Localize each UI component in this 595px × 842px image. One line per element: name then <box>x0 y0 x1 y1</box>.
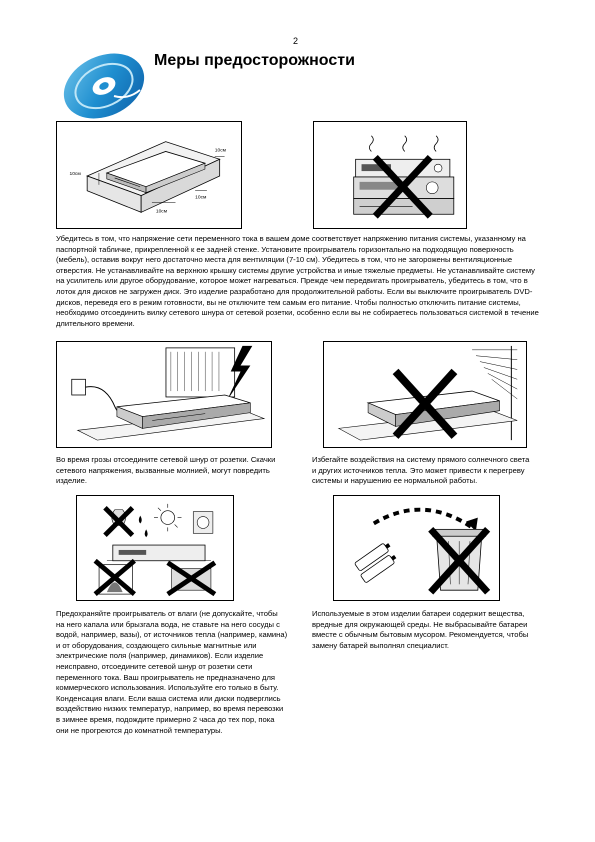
figure-no-amplifier <box>313 121 467 229</box>
figure-battery <box>333 495 500 601</box>
battery-caption: Используемые в этом изделии батареи содержит вещества, вредные для окружающей среды. Не выбрасывайте батареи вместе с обычным бытовым мусором. Рекомендуется, чтобы замену батарей выполнял специалист. <box>312 609 529 650</box>
disc-logo-icon <box>54 38 150 128</box>
clearance-label-right: 10см <box>214 148 227 154</box>
figure-sunlight <box>323 341 527 448</box>
moisture-caption-paragraph: Предохраняйте проигрыватель от влаги (не допускайте, чтобы на него капала или брызгала вода, не ставьте на него сосуды с водой, например, вазы), от источников тепла (например, камина) и от оборудования, создающего сильные магнитные или электрические поля (например, динамиков). Если изделие неисправно, отсоедините сетевой шнур от розетки сети переменного тока. Ваш проигрыватель не предназначено для коммерческого использования. Используйте его только в быту. <box>56 609 288 693</box>
lightning-caption: Во время грозы отсоедините сетевой шнур от розетки. Скачки сетевого напряжения, вызванные молнией, могут повредить изделие. <box>56 455 276 486</box>
clearance-label-left: 10см <box>69 172 81 177</box>
clearance-label-bottom: 10см <box>155 209 168 215</box>
figure-moisture <box>76 495 234 601</box>
condensation-caption-paragraph: Конденсация влаги. Если ваша система или диски подверглись воздействию низких температур, например, во время перевозки в зимнее время, подождите примерно 2 часа до тех пор, пока они не прогреются до комнатной температуры. <box>56 693 284 735</box>
page-number: 2 <box>293 36 299 46</box>
figure-lightning <box>56 341 272 448</box>
figure-ventilation <box>56 121 242 229</box>
clearance-label-back: 10см <box>195 195 207 201</box>
installation-instructions: Убедитесь в том, что напряжение сети переменного тока в вашем доме соответствует напряжению питания системы, указанному на паспортной табличке, прикрепленной к ее задней стенке. Установите проигрыватель горизонтально на подходящую поверхность (мебель), оставив вокруг него достаточно места для вентиляции (7-10 см). Убедитесь в том, что не загорожены вентиляционные отверстия. Не устанавливайте на верхнюю крышку системы другие устройства и иные тяжелые предметы. Не устанавливайте систему на усилитель или другое оборудование, которое может нагреваться. Прежде чем передвигать проигрыватель, убедитесь в том, что в лоток для дисков не загружен диск. Это изделие разработано для продолжительной работы. Если вы выключите проигрыватель DVD-дисков, переведя его в режим готовности, вы не отключите тем самым его питание. Чтобы полностью отключить питание системы, необходимо отсоединить вилку сетевого шнура от сетевой розетки, особенно если вы не собираетесь пользоваться системой в течение длительного времени. <box>56 234 539 328</box>
page-title: Меры предосторожности <box>154 52 355 69</box>
sunlight-caption: Избегайте воздействия на систему прямого солнечного света и других источников тепла. Это может привести к перегреву системы и нарушению ее нормальной работы. <box>312 455 530 486</box>
moisture-caption <box>56 609 288 736</box>
